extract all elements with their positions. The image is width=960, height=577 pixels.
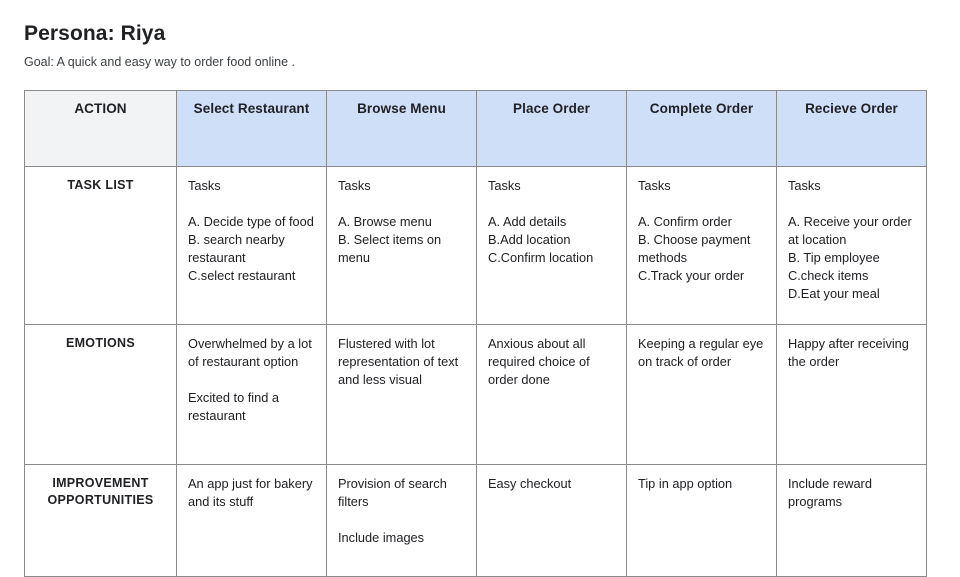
table-body: [25, 167, 927, 577]
table-row: [25, 325, 927, 465]
cell-task-list-select-restaurant: Tasks A. Decide type of food B. search nearby restaurant C.select restaurant: [177, 167, 327, 325]
table-header-row: [25, 91, 927, 167]
table-row: [25, 167, 927, 325]
cell-emotions-select-restaurant: Overwhelmed by a lot of restaurant option Excited to find a restaurant: [177, 325, 327, 465]
row-label-emotions: EMOTIONS: [25, 325, 177, 465]
column-header-action: ACTION: [25, 91, 177, 167]
cell-task-list-place-order: Tasks A. Add details B.Add location C.Confirm location: [477, 167, 627, 325]
table-header: [25, 91, 927, 167]
cell-emotions-browse-menu: Flustered with lot representation of text and less visual: [327, 325, 477, 465]
cell-emotions-recieve-order: Happy after receiving the order: [777, 325, 927, 465]
column-header-place-order: Place Order: [477, 91, 627, 167]
column-header-select-restaurant: Select Restaurant: [177, 91, 327, 167]
column-header-complete-order: Complete Order: [627, 91, 777, 167]
cell-improvement-complete-order: Tip in app option: [627, 465, 777, 577]
cell-improvement-place-order: Easy checkout: [477, 465, 627, 577]
page-title: Persona: Riya: [24, 22, 166, 45]
row-label-task-list: TASK LIST: [25, 167, 177, 325]
cell-improvement-browse-menu: Provision of search filters Include images: [327, 465, 477, 577]
cell-task-list-browse-menu: Tasks A. Browse menu B. Select items on menu: [327, 167, 477, 325]
cell-task-list-complete-order: Tasks A. Confirm order B. Choose payment methods C.Track your order: [627, 167, 777, 325]
table-row: [25, 465, 927, 577]
cell-improvement-recieve-order: Include reward programs: [777, 465, 927, 577]
column-header-browse-menu: Browse Menu: [327, 91, 477, 167]
cell-task-list-recieve-order: Tasks A. Receive your order at location B. Tip employee C.check items D.Eat your meal: [777, 167, 927, 325]
cell-improvement-select-restaurant: An app just for bakery and its stuff: [177, 465, 327, 577]
column-header-recieve-order: Recieve Order: [777, 91, 927, 167]
persona-goal: Goal: A quick and easy way to order food online .: [24, 55, 296, 69]
cell-emotions-place-order: Anxious about all required choice of order done: [477, 325, 627, 465]
row-label-improvement-opportunities: IMPROVEMENT OPPORTUNITIES: [25, 465, 177, 577]
user-journey-table: [24, 90, 927, 577]
cell-emotions-complete-order: Keeping a regular eye on track of order: [627, 325, 777, 465]
